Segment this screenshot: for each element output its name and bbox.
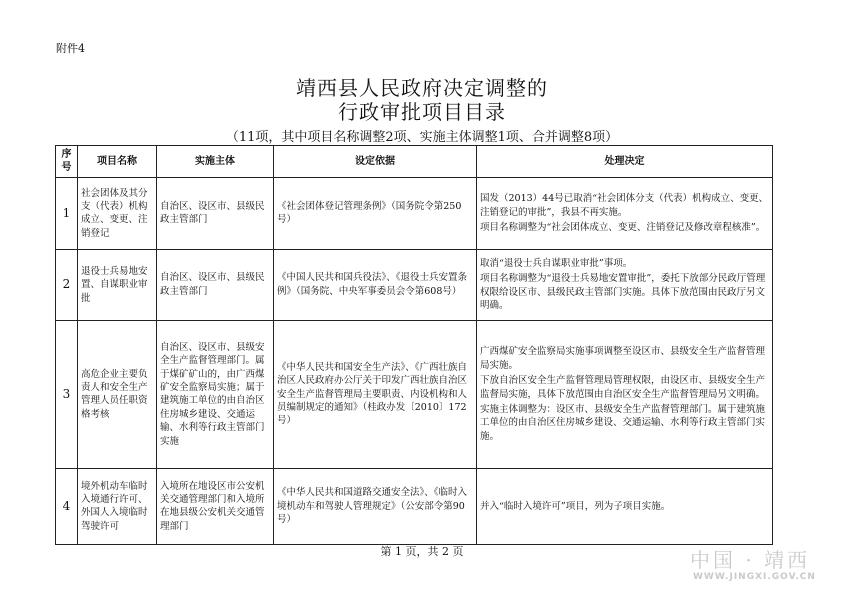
row-num: 3 [56,320,78,468]
row-name: 社会团体及其分支（代表）机构成立、变更、注销登记 [78,177,157,249]
decision-paragraph: 国发（2013）44号已取消“社会团体分支（代表）机构成立、变更、注销登记的审批”，我县不再实施。 [480,193,769,218]
row-body: 自治区、设区市、县级安全生产监督管理部门。属于煤矿矿山的，由广西煤矿安全监察局实施；属于建筑施工单位的由自治区住房城乡建设、交通运输、水利等行政主管部门实施 [157,320,274,468]
row-body: 自治区、设区市、县级民政主管部门 [157,249,274,320]
header-decision: 处理决定 [477,146,773,178]
row-body: 入境所在地设区市公安机关交通管理部门和入境所在地县级公安机关交通管理部门 [157,468,274,544]
watermark-logo: 中国 · 靖西 [690,548,811,572]
decision-paragraph: 实施主体调整为：设区市、县级安全生产监督管理部门。属于建筑施工单位的由自治区住房城乡建设、交通运输、水利等行政主管部门实施。 [480,404,766,442]
attachment-label: 附件4 [56,42,85,55]
approval-items-table [55,145,773,545]
header-name: 项目名称 [78,146,157,178]
page-title-line1: 靖西县人民政府决定调整的 [296,76,548,100]
table-row [56,468,773,544]
row-decision [477,177,773,249]
row-num: 1 [56,177,78,249]
row-basis: 《中国人民共和国兵役法》、《退役士兵安置条例》（国务院、中央军事委员会令第608号） [274,249,477,320]
decision-paragraph: 并入“临时入境许可”项目，列为子项目实施。 [480,500,671,512]
decision-paragraph: 取消“退役士兵自谋职业审批”事项。 [480,258,633,269]
header-num: 序号 [56,146,78,178]
page-title-line2: 行政审批项目目录 [338,100,506,124]
decision-paragraph: 项目名称调整为“社会团体成立、变更、注销登记及修改章程核准”。 [480,222,766,234]
row-basis: 《社会团体登记管理条例》（国务院令第250号） [274,177,477,249]
row-name: 境外机动车临时入境通行许可、外国人入境临时驾驶许可 [78,468,157,544]
table-row [56,177,773,249]
row-num: 4 [56,468,78,544]
row-name: 高危企业主要负责人和安全生产管理人员任职资格考核 [78,320,157,468]
decision-paragraph: 项目名称调整为“退役士兵易地安置审批”，委托下放部分民政厅管理权限给设区市、县级民政主管部门实施。具体下放范围由民政厅另文明确。 [480,273,766,312]
row-name: 退役士兵易地安置、自谋职业审批 [78,249,157,320]
page-footer: 第 1 页，共 2 页 [380,545,464,558]
table-header-row [56,146,773,178]
row-decision [477,468,773,544]
table-row [56,249,773,320]
header-basis: 设定依据 [274,146,477,178]
table-row [56,320,773,468]
row-basis: 《中华人民共和国道路交通安全法》、《临时入境机动车和驾驶人管理规定》（公安部令第90号） [274,468,477,544]
row-basis: 《中华人民共和国安全生产法》、《广西壮族自治区人民政府办公厅关于印发广西壮族自治区安全生产监督管理局主要职责、内设机构和人员编制规定的通知》（桂政办发〔2010〕172号） [274,320,477,468]
row-num: 2 [56,249,78,320]
watermark-url: WWW.JINGXI.GOV.CN [693,572,816,582]
row-decision [477,249,773,320]
header-body: 实施主体 [157,146,274,178]
row-decision [477,320,773,468]
decision-paragraph: 广西煤矿安全监察局实施事项调整至设区市、县级安全生产监督管理局实施。 [480,346,766,371]
page-subtitle: （11项，其中项目名称调整2项、实施主体调整1项、合并调整8项） [225,130,619,145]
row-body: 自治区、设区市、县级民政主管部门 [157,177,274,249]
decision-paragraph: 下放自治区安全生产监督管理局管理权限，由设区市、县级安全生产监督局实施，具体下放范围由自治区安全生产监督管理局另文明确。 [480,375,766,400]
